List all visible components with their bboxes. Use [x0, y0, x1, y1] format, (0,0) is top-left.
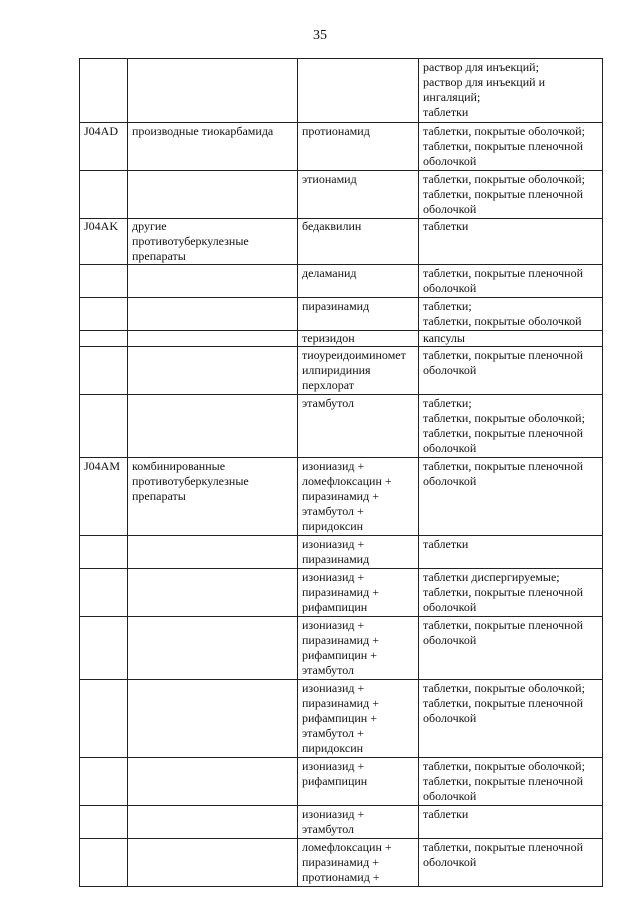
table-row [80, 298, 603, 331]
cell-line: раствор для инъекций; [423, 60, 539, 74]
drug-name-cell [298, 219, 419, 265]
drug-table [79, 58, 603, 887]
table-row [80, 680, 603, 758]
group-name-cell [128, 171, 298, 219]
cell-line: пиразинамид + [302, 855, 379, 869]
cell-line: оболочкой [423, 600, 477, 614]
dosage-form-cell [419, 569, 603, 617]
cell-line: таблетки, покрытые пленочной [423, 139, 584, 153]
cell-line: оболочкой [423, 789, 477, 803]
drug-name-cell [298, 536, 419, 569]
cell-line: пиразинамид + [302, 696, 379, 710]
group-name-cell [128, 265, 298, 298]
atc-code-cell [80, 569, 128, 617]
drug-name-cell [298, 347, 419, 395]
cell-line: оболочкой [423, 474, 477, 488]
cell-line: производные тиокарбамида [132, 124, 274, 138]
page-number: 35 [313, 28, 327, 43]
cell-line: этамбутол [302, 822, 355, 836]
cell-line: таблетки, покрытые пленочной [423, 459, 584, 473]
drug-name-cell [298, 331, 419, 347]
cell-line: таблетки [423, 537, 469, 551]
cell-line: пиридоксин [302, 741, 364, 755]
cell-line: таблетки, покрытые оболочкой; [423, 172, 585, 186]
group-name-cell [128, 680, 298, 758]
cell-line: ломефлоксацин + [302, 474, 392, 488]
cell-line: оболочкой [423, 633, 477, 647]
cell-line: изониазид + [302, 459, 365, 473]
cell-line: оболочкой [423, 363, 477, 377]
table-row [80, 806, 603, 839]
cell-text: J04AK [84, 219, 119, 233]
cell-line: таблетки, покрытые пленочной [423, 187, 584, 201]
cell-line: этамбутол + [302, 726, 364, 740]
cell-line: раствор для инъекций и [423, 75, 545, 89]
cell-line: этионамид [302, 172, 357, 186]
dosage-form-cell [419, 680, 603, 758]
dosage-form-cell [419, 395, 603, 458]
cell-line: препараты [132, 249, 186, 263]
dosage-form-cell [419, 171, 603, 219]
cell-line: этамбутол [302, 396, 355, 410]
table-row [80, 59, 603, 123]
atc-code-cell [80, 395, 128, 458]
cell-line: другие [132, 219, 167, 233]
cell-line: таблетки, покрытые оболочкой; [423, 124, 585, 138]
dosage-form-cell [419, 617, 603, 680]
table-row [80, 569, 603, 617]
dosage-form-cell [419, 298, 603, 331]
cell-line: этамбутол + [302, 504, 364, 518]
drug-name-cell [298, 59, 419, 123]
dosage-form-cell [419, 458, 603, 536]
atc-code-cell [80, 171, 128, 219]
atc-code-cell [80, 458, 128, 536]
cell-line: рифампицин [302, 600, 368, 614]
cell-line: пиразинамид [302, 299, 370, 313]
cell-line: изониазид + [302, 759, 365, 773]
drug-name-cell [298, 617, 419, 680]
group-name-cell [128, 806, 298, 839]
group-name-cell [128, 347, 298, 395]
drug-name-cell [298, 758, 419, 806]
drug-name-cell [298, 395, 419, 458]
cell-line: таблетки, покрытые пленочной [423, 426, 584, 440]
dosage-form-cell [419, 758, 603, 806]
cell-line: пиридоксин [302, 519, 364, 533]
table-row [80, 123, 603, 171]
atc-code-cell [80, 617, 128, 680]
atc-code-cell [80, 839, 128, 887]
group-name-cell [128, 331, 298, 347]
cell-line: таблетки [423, 219, 469, 233]
group-name-cell [128, 123, 298, 171]
group-name-cell [128, 298, 298, 331]
cell-line: таблетки, покрытые оболочкой; [423, 411, 585, 425]
drug-name-cell [298, 298, 419, 331]
atc-code-cell [80, 806, 128, 839]
dosage-form-cell [419, 219, 603, 265]
cell-line: таблетки диспергируемые; [423, 570, 560, 584]
cell-line: ломефлоксацин + [302, 840, 392, 854]
table-row [80, 536, 603, 569]
cell-line: изониазид + [302, 807, 365, 821]
drug-name-cell [298, 171, 419, 219]
cell-line: оболочкой [423, 441, 477, 455]
table-row [80, 219, 603, 265]
dosage-form-cell [419, 331, 603, 347]
atc-code-cell [80, 219, 128, 265]
cell-line: теризидон [302, 331, 355, 345]
dosage-form-cell [419, 347, 603, 395]
cell-line: препараты [132, 489, 186, 503]
cell-line: таблетки; [423, 299, 472, 313]
cell-text: J04AM [84, 459, 121, 473]
cell-line: оболочкой [423, 202, 477, 216]
cell-line: таблетки, покрытые оболочкой [423, 314, 582, 328]
group-name-cell [128, 219, 298, 265]
drug-name-cell [298, 265, 419, 298]
cell-line: противотуберкулезные [132, 474, 249, 488]
group-name-cell [128, 458, 298, 536]
cell-line: оболочкой [423, 855, 477, 869]
atc-code-cell [80, 59, 128, 123]
cell-line: таблетки [423, 807, 469, 821]
cell-line: изониазид + [302, 681, 365, 695]
cell-line: капсулы [423, 331, 465, 345]
group-name-cell [128, 395, 298, 458]
cell-line: таблетки, покрытые оболочкой; [423, 759, 585, 773]
cell-line: бедаквилин [302, 219, 362, 233]
cell-line: пиразинамид + [302, 633, 379, 647]
cell-line: таблетки, покрытые пленочной [423, 696, 584, 710]
table-row [80, 265, 603, 298]
drug-name-cell [298, 123, 419, 171]
dosage-form-cell [419, 806, 603, 839]
dosage-form-cell [419, 59, 603, 123]
cell-line: оболочкой [423, 711, 477, 725]
table-row [80, 347, 603, 395]
cell-line: деламанид [302, 266, 357, 280]
cell-line: таблетки, покрытые пленочной [423, 266, 584, 280]
cell-line: противотуберкулезные [132, 234, 249, 248]
atc-code-cell [80, 123, 128, 171]
cell-line: таблетки, покрытые пленочной [423, 585, 584, 599]
group-name-cell [128, 758, 298, 806]
cell-line: рифампицин + [302, 711, 377, 725]
table-row [80, 458, 603, 536]
atc-code-cell [80, 265, 128, 298]
cell-line: перхлорат [302, 378, 354, 392]
table-row [80, 758, 603, 806]
drug-name-cell [298, 839, 419, 887]
cell-line: таблетки, покрытые пленочной [423, 348, 584, 362]
table-row [80, 839, 603, 887]
group-name-cell [128, 617, 298, 680]
cell-line: оболочкой [423, 154, 477, 168]
cell-line: рифампицин + [302, 648, 377, 662]
group-name-cell [128, 59, 298, 123]
drug-name-cell [298, 806, 419, 839]
cell-line: илпиридиния [302, 363, 371, 377]
cell-line: таблетки, покрытые оболочкой; [423, 681, 585, 695]
cell-line: ингаляций; [423, 90, 481, 104]
drug-name-cell [298, 569, 419, 617]
drug-table-body [80, 59, 603, 887]
atc-code-cell [80, 536, 128, 569]
cell-line: пиразинамид [302, 552, 370, 566]
cell-line: рифампицин [302, 774, 368, 788]
dosage-form-cell [419, 536, 603, 569]
cell-line: изониазид + [302, 618, 365, 632]
drug-name-cell [298, 680, 419, 758]
cell-line: таблетки, покрытые пленочной [423, 840, 584, 854]
dosage-form-cell [419, 123, 603, 171]
cell-line: комбинированные [132, 459, 226, 473]
atc-code-cell [80, 680, 128, 758]
cell-line: пиразинамид + [302, 585, 379, 599]
table-row [80, 331, 603, 347]
cell-line: тиоуреидоиминомет [302, 348, 406, 362]
group-name-cell [128, 839, 298, 887]
drug-name-cell [298, 458, 419, 536]
atc-code-cell [80, 331, 128, 347]
cell-line: пиразинамид + [302, 489, 379, 503]
cell-line: таблетки; [423, 396, 472, 410]
atc-code-cell [80, 298, 128, 331]
cell-line: таблетки, покрытые пленочной [423, 618, 584, 632]
cell-line: протионамид [302, 124, 370, 138]
group-name-cell [128, 536, 298, 569]
cell-text: J04AD [84, 124, 119, 138]
cell-line: этамбутол [302, 663, 355, 677]
cell-line: изониазид + [302, 537, 365, 551]
cell-line: оболочкой [423, 281, 477, 295]
cell-line: изониазид + [302, 570, 365, 584]
cell-line: таблетки [423, 105, 469, 119]
dosage-form-cell [419, 265, 603, 298]
atc-code-cell [80, 347, 128, 395]
table-row [80, 617, 603, 680]
atc-code-cell [80, 758, 128, 806]
dosage-form-cell [419, 839, 603, 887]
cell-line: протионамид + [302, 870, 380, 884]
group-name-cell [128, 569, 298, 617]
cell-line: таблетки, покрытые пленочной [423, 774, 584, 788]
table-row [80, 395, 603, 458]
table-row [80, 171, 603, 219]
